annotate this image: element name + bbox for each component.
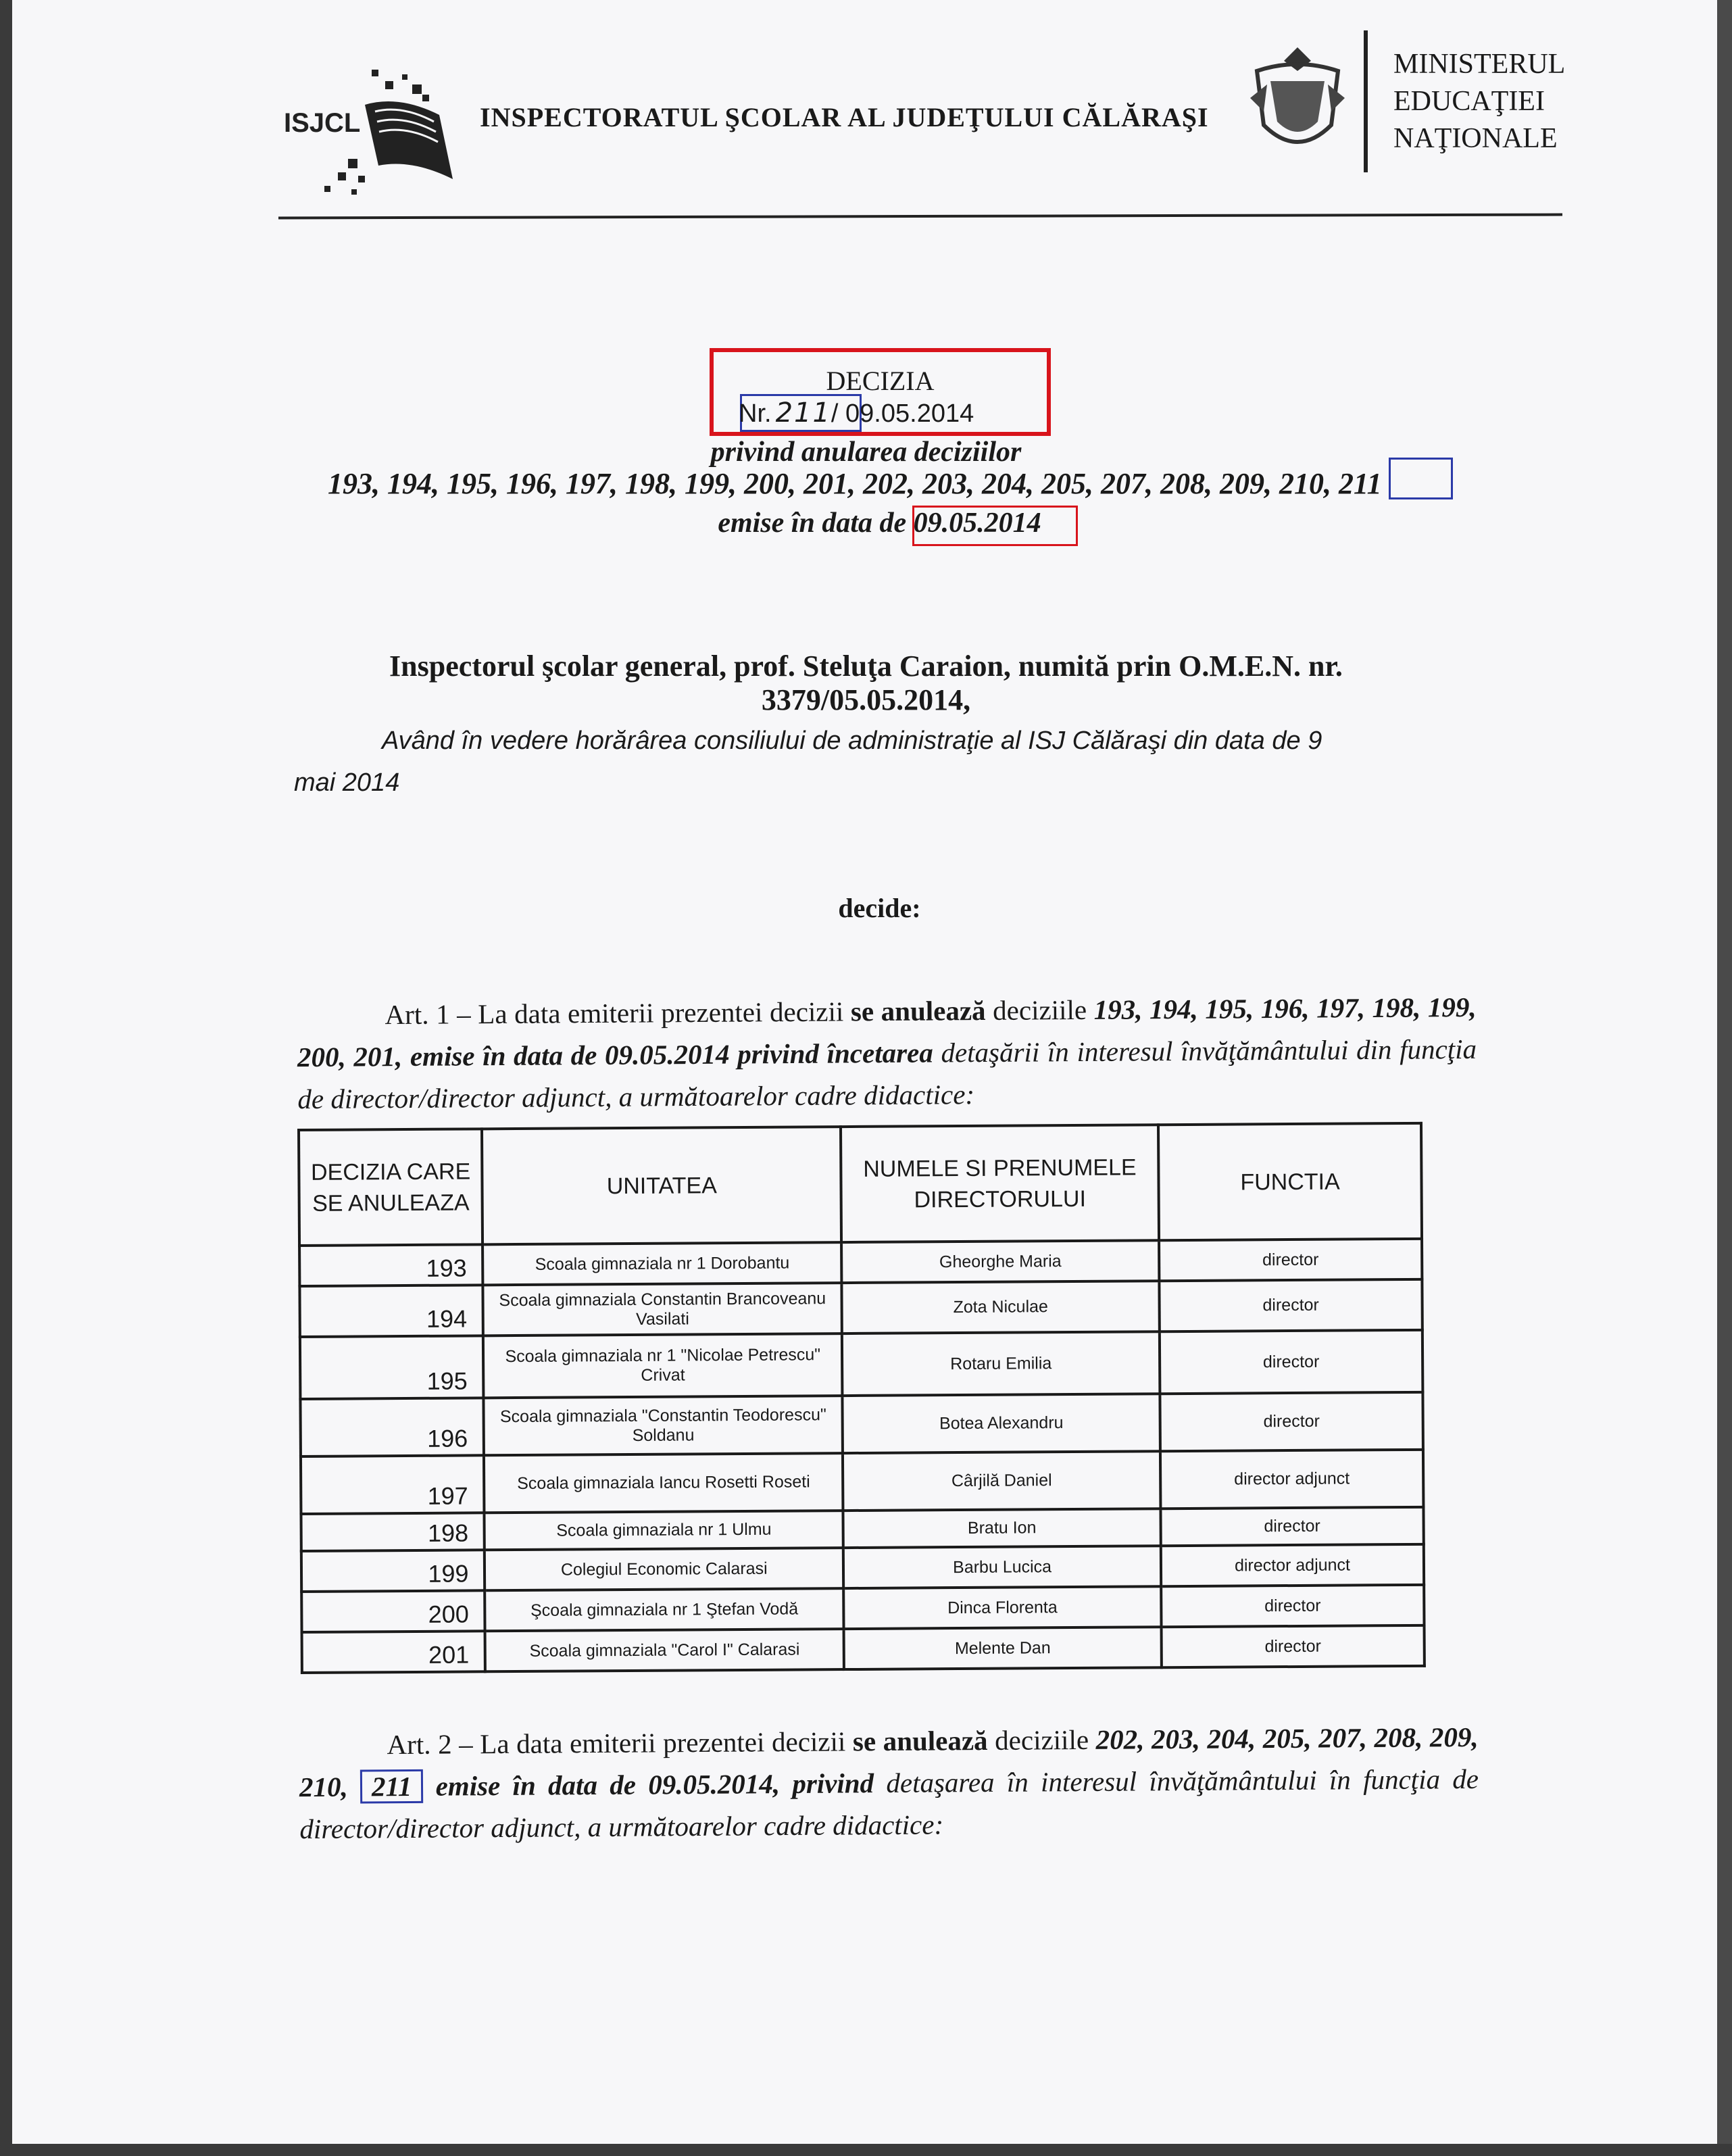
cell-nr: 193: [299, 1244, 483, 1286]
scan-edge-left: [0, 0, 12, 2156]
cell-name: Zota Niculae: [842, 1281, 1160, 1333]
order-number: 3379/05.05.2014,: [761, 683, 971, 716]
avand-line-1: Având în vedere horărârea consiliului de administraţie al ISJ Călăraşi din data de 9: [382, 727, 1322, 755]
org-name: INSPECTORATUL ŞCOLAR AL JUDEŢULUI CĂLĂRAŞI: [480, 102, 1209, 132]
art2-boxed-211: 211: [360, 1769, 424, 1804]
table-header-row: [299, 1123, 1422, 1246]
table-row: [301, 1544, 1424, 1592]
cell-nr: 194: [299, 1285, 483, 1337]
art1-deciziile: deciziile: [993, 994, 1087, 1026]
art1-emise: emise în data de 09.05.2014: [410, 1038, 730, 1072]
cell-unit: Colegiul Economic Calarasi: [485, 1548, 843, 1590]
art2-lead: Art. 2 – La data emiterii prezentei decizii: [387, 1725, 846, 1761]
cell-unit: Scoala gimnaziala "Carol I" Calarasi: [485, 1629, 844, 1671]
cell-role: director: [1162, 1625, 1425, 1667]
art2-rest: detaşarea în interesul învăţământului în funcţia de director/director adjunct, a următoarelor cadre didactice:: [299, 1763, 1479, 1845]
ministry-line-1: MINISTERUL: [1393, 49, 1566, 80]
cell-name: Rotaru Emilia: [842, 1331, 1160, 1396]
decisions-numbers: 193, 194, 195, 196, 197, 198, 199, 200, 201, 202, 203, 204, 205, 207, 208, 209, 210,: [328, 467, 1331, 500]
cell-name: Cârjilă Daniel: [843, 1451, 1160, 1511]
table-row: [301, 1585, 1424, 1632]
emise-date-highlight: [912, 506, 1078, 546]
art1-numbers: 193, 194, 195, 196, 197, 198, 199, 200, 201,: [297, 991, 1477, 1073]
decision-211-highlight: [1389, 458, 1453, 499]
nr-prefix: Nr.: [739, 399, 772, 428]
cell-role: director adjunct: [1160, 1450, 1423, 1509]
col-functia: FUNCTIA: [1158, 1123, 1422, 1240]
cell-role: director: [1160, 1330, 1422, 1394]
cell-unit: Şcoala gimnaziala nr 1 Ştefan Vodă: [485, 1588, 844, 1631]
decision-title: DECIZIA: [826, 366, 935, 396]
cell-role: director adjunct: [1161, 1544, 1424, 1586]
table-row: [300, 1392, 1422, 1456]
avand-paragraph: [294, 720, 1473, 804]
table-row: [301, 1507, 1423, 1551]
cell-unit: Scoala gimnaziala nr 1 Ulmu: [485, 1511, 843, 1550]
logo-text: ISJCL: [284, 108, 361, 138]
decisions-list: [328, 466, 1382, 501]
art1-lead: Art. 1 – La data emiterii prezentei decizii: [385, 996, 844, 1031]
inspector-line: Inspectorul şcolar general, prof. Steluţa Caraion, numită prin O.M.E.N. nr.: [389, 650, 1343, 683]
decide-label: decide:: [838, 893, 921, 923]
emise-prefix: emise în data de: [718, 508, 907, 539]
cell-unit: Scoala gimnaziala "Constantin Teodorescu" Soldanu: [484, 1396, 843, 1455]
cell-role: director: [1159, 1239, 1422, 1281]
art1-privind: privind încetarea: [737, 1037, 933, 1070]
ministry-divider: [1364, 30, 1368, 172]
art2-verb: se anulează: [852, 1724, 988, 1757]
decision-number: [739, 397, 974, 428]
art1-rest: detaşării în interesul învăţământului din funcţia de director/director adjunct, a următoarelor cadre didactice:: [297, 1033, 1477, 1115]
decision-subject: privind anularea deciziilor: [710, 437, 1022, 468]
cell-name: Gheorghe Maria: [841, 1240, 1159, 1283]
ministry-line-3: NAŢIONALE: [1393, 123, 1558, 154]
table-row: [300, 1330, 1423, 1399]
art2-deciziile: deciziile: [995, 1723, 1089, 1756]
scan-edge-right: [1717, 0, 1732, 2156]
article-1: [297, 986, 1477, 1120]
col-nume: NUMELE SI PRENUMELE DIRECTORULUI: [841, 1125, 1159, 1242]
cell-role: director: [1161, 1507, 1424, 1546]
table-row: [299, 1279, 1422, 1337]
cell-nr: 195: [300, 1336, 484, 1399]
art2-numbers: 202, 203, 204, 205, 207, 208, 209, 210,: [299, 1721, 1479, 1803]
col-unitatea: UNITATEA: [482, 1127, 841, 1244]
avand-line-2: mai 2014: [294, 768, 400, 797]
cell-nr: 201: [302, 1631, 486, 1673]
table-row: [301, 1450, 1423, 1514]
emise-line: [0, 507, 1732, 539]
scan-edge-bottom: [0, 2144, 1732, 2156]
nr-date: / 09.05.2014: [831, 399, 974, 428]
nr-handwritten: 211: [775, 397, 831, 428]
cell-name: Botea Alexandru: [843, 1394, 1160, 1453]
ministry-name: [1393, 46, 1565, 157]
col-decizia: DECIZIA CARE SE ANULEAZA: [299, 1129, 483, 1246]
art2-emise: emise în data de 09.05.2014,: [435, 1768, 781, 1802]
cell-name: Bratu Ion: [843, 1509, 1161, 1548]
art2-privind: privind: [792, 1767, 874, 1799]
cell-role: director: [1160, 1392, 1422, 1451]
cell-nr: 196: [300, 1398, 484, 1456]
cell-role: director: [1161, 1585, 1424, 1627]
cell-nr: 198: [301, 1513, 485, 1551]
ministry-line-2: EDUCAŢIEI: [1393, 86, 1545, 117]
emise-date: 09.05.2014: [913, 508, 1041, 539]
coat-of-arms-icon: [1250, 44, 1345, 159]
cell-nr: 197: [301, 1455, 485, 1514]
header-rule: [278, 214, 1562, 220]
cell-name: Dinca Florenta: [843, 1586, 1161, 1629]
cell-name: Barbu Lucica: [843, 1546, 1161, 1588]
cell-unit: Scoala gimnaziala nr 1 "Nicolae Petrescu" Crivat: [483, 1333, 842, 1398]
table-row: [299, 1239, 1422, 1286]
cell-unit: Scoala gimnaziala Iancu Rosetti Roseti: [484, 1453, 843, 1513]
table-row: [302, 1625, 1425, 1673]
cell-role: director: [1159, 1279, 1422, 1331]
directors-table: [297, 1122, 1426, 1674]
cell-nr: 199: [301, 1550, 485, 1592]
isjcl-logo: [284, 64, 487, 199]
cell-unit: Scoala gimnaziala nr 1 Dorobantu: [483, 1242, 841, 1285]
cell-name: Melente Dan: [844, 1627, 1162, 1669]
decisions-last: 211: [1339, 467, 1382, 500]
article-2: [299, 1716, 1479, 1850]
cell-unit: Scoala gimnaziala Constantin Brancoveanu Vasilati: [483, 1283, 842, 1336]
cell-nr: 200: [301, 1590, 485, 1632]
art1-verb: se anulează: [850, 994, 986, 1027]
